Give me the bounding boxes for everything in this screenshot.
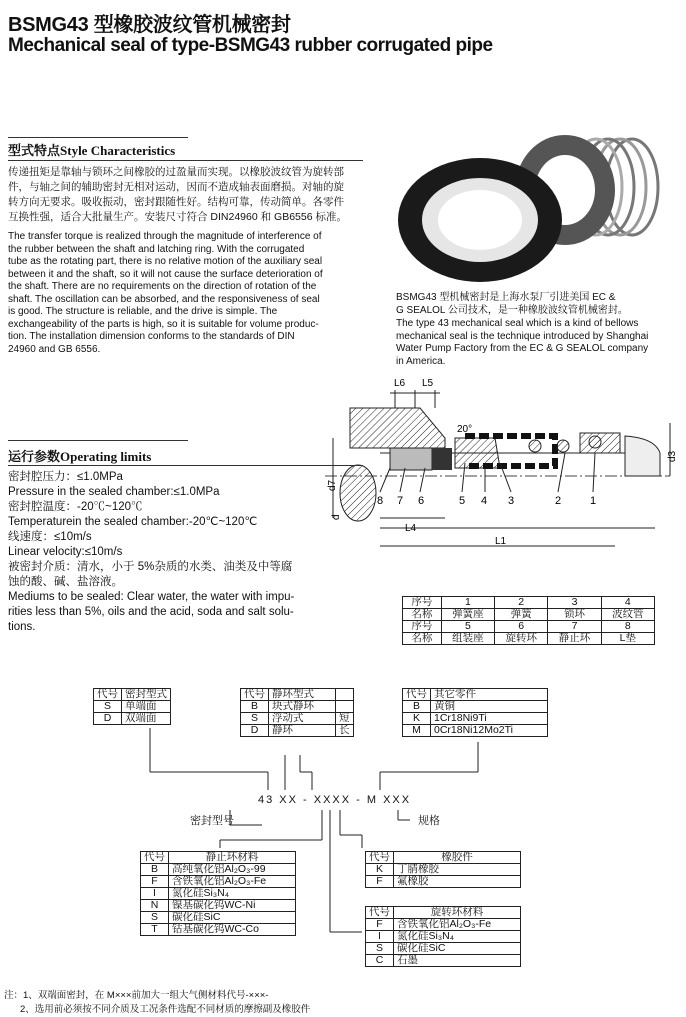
table-row bbox=[366, 943, 521, 955]
table-cell: K bbox=[403, 713, 431, 725]
table-cell: 静止环材料 bbox=[169, 852, 296, 864]
table-cell: 代号 bbox=[366, 907, 394, 919]
text-line: is good. The structure is reliable, and the drive is simple. The bbox=[8, 306, 278, 317]
part-number: 4 bbox=[481, 495, 488, 507]
text-line: 转方向无要求。吸收振动，密封跟随性好。结构可靠，传动简单。各零件 bbox=[8, 196, 344, 208]
seal-type-table bbox=[93, 688, 171, 725]
dim-label-l6: L6 bbox=[394, 378, 406, 389]
table-row bbox=[141, 912, 296, 924]
table-row bbox=[366, 876, 521, 888]
table-row bbox=[141, 876, 296, 888]
table-cell: 7 bbox=[548, 621, 601, 633]
part-number: 6 bbox=[418, 495, 425, 507]
table-cell: 3 bbox=[548, 597, 601, 609]
table-cell: 2 bbox=[495, 597, 548, 609]
text-line: 件，与轴之间的辅助密封无相对运动，因而不造成轴表面磨损。对轴的旋 bbox=[8, 181, 344, 193]
table-cell bbox=[336, 701, 354, 713]
ops-heading bbox=[8, 446, 151, 465]
table-cell: 组装座 bbox=[441, 633, 494, 645]
table-cell: 代号 bbox=[241, 689, 269, 701]
table-row bbox=[141, 924, 296, 936]
note-1: 注：1、双端面密封，在 M×××前加大一组大气侧材料代号-×××- bbox=[4, 990, 269, 1001]
table-row bbox=[366, 852, 521, 864]
spring-coil bbox=[557, 440, 569, 452]
ops-top-rule bbox=[8, 440, 188, 441]
table-cell: 静环型式 bbox=[269, 689, 336, 701]
static-material-table bbox=[140, 851, 296, 936]
parts-table bbox=[402, 596, 655, 645]
text-line: between it and the shaft, so it will not cause the surface deterioration of bbox=[8, 268, 323, 280]
text-line: 密封腔温度：-20℃~120℃ bbox=[8, 501, 143, 513]
dim-label-l4: L4 bbox=[405, 523, 417, 534]
table-cell: I bbox=[141, 888, 169, 900]
table-cell: C bbox=[366, 955, 394, 967]
seal-model-label: 密封型号 bbox=[190, 815, 234, 827]
table-row bbox=[241, 689, 354, 701]
table-cell: 5 bbox=[441, 621, 494, 633]
table-cell: F bbox=[141, 876, 169, 888]
table-cell: B bbox=[141, 864, 169, 876]
text-line: 被密封介质：清水，小于 5%杂质的水类、油类及中等腐 bbox=[8, 561, 293, 573]
table-row bbox=[403, 701, 548, 713]
table-cell: 名称 bbox=[403, 609, 442, 621]
part-number: 2 bbox=[555, 495, 562, 507]
ops-rule bbox=[8, 465, 363, 466]
style-rule bbox=[8, 160, 363, 161]
table-cell: S bbox=[94, 701, 122, 713]
table-cell: 氮化硅Si₃N₄ bbox=[169, 888, 296, 900]
table-cell: 波纹管 bbox=[601, 609, 654, 621]
bore bbox=[438, 190, 522, 250]
title-en: Mechanical seal of type-BSMG43 rubber corrugated pipe bbox=[8, 35, 493, 56]
table-cell: 1 bbox=[441, 597, 494, 609]
angle-label: 20° bbox=[457, 424, 473, 435]
table-row bbox=[366, 955, 521, 967]
gland bbox=[350, 408, 445, 448]
table-row bbox=[403, 597, 655, 609]
table-cell: 0Cr18Ni12Mo2Ti bbox=[431, 725, 548, 737]
part-number: 7 bbox=[397, 495, 404, 507]
table-cell: 8 bbox=[601, 621, 654, 633]
text-line: in America. bbox=[396, 355, 446, 367]
table-cell: 旋转环 bbox=[495, 633, 548, 645]
other-parts-table bbox=[402, 688, 548, 737]
section-drawing bbox=[325, 368, 685, 568]
text-line: Water Pump Factory from the EC & G SEALOL company bbox=[396, 343, 649, 354]
style-cn-text bbox=[8, 165, 368, 225]
text-line: tube as the rotating part, there is no relative motion of the auxiliary seal bbox=[8, 256, 323, 267]
leader bbox=[593, 453, 595, 492]
static-ring bbox=[390, 448, 432, 470]
rotating-material-table bbox=[365, 906, 521, 967]
table-row bbox=[241, 713, 354, 725]
table-cell: 序号 bbox=[403, 597, 442, 609]
table-cell: 橡胶件 bbox=[394, 852, 521, 864]
table-cell: B bbox=[241, 701, 269, 713]
text-line: rities less than 5%, oils and the acid, soda and salt solu- bbox=[8, 606, 294, 618]
text-line: the shaft. There are no requirements on the direction of rotation of the bbox=[8, 281, 317, 292]
table-cell: 氟橡胶 bbox=[394, 876, 521, 888]
table-cell: M bbox=[403, 725, 431, 737]
table-row bbox=[241, 701, 354, 713]
table-cell bbox=[336, 689, 354, 701]
ops-heading-cn: 运行参数 bbox=[8, 449, 61, 464]
table-cell: S bbox=[241, 713, 269, 725]
table-cell: 1Cr18Ni9Ti bbox=[431, 713, 548, 725]
table-cell: 石墨 bbox=[394, 955, 521, 967]
table-cell: 含铁氧化铝Al₂O₃-Fe bbox=[169, 876, 296, 888]
text-line: Mediums to be sealed: Clear water, the water with impu- bbox=[8, 591, 295, 603]
dim-label-d: d bbox=[331, 514, 342, 520]
text-line: Temperaturein the sealed chamber:-20℃~120℃ bbox=[8, 516, 258, 528]
text-line: tions. bbox=[8, 621, 36, 633]
leader bbox=[380, 468, 390, 492]
rubber-table bbox=[365, 851, 521, 888]
part-number: 1 bbox=[590, 495, 597, 507]
table-cell: 代号 bbox=[403, 689, 431, 701]
text-line: mechanical seal is the technique introduced by Shanghai bbox=[396, 330, 649, 342]
table-cell: 高纯氧化铝Al₂O₃-99 bbox=[169, 864, 296, 876]
table-cell: 6 bbox=[495, 621, 548, 633]
table-row bbox=[366, 931, 521, 943]
table-cell: B bbox=[403, 701, 431, 713]
table-row bbox=[94, 689, 171, 701]
table-cell: F bbox=[366, 919, 394, 931]
table-cell: N bbox=[141, 900, 169, 912]
table-cell: S bbox=[141, 912, 169, 924]
spring-coil bbox=[529, 440, 541, 452]
photo-caption-cn bbox=[396, 291, 686, 317]
table-cell: 锁环 bbox=[548, 609, 601, 621]
table-cell: D bbox=[94, 713, 122, 725]
spec-label: 规格 bbox=[418, 815, 440, 827]
text-line: 传递扭矩是靠轴与锁环之间橡胶的过盈量而实现。以橡胶波纹管为旋转部 bbox=[8, 166, 344, 178]
text-line: exchangeability of the parts is high, so it is suitable for volume produc- bbox=[8, 318, 319, 330]
table-row bbox=[141, 900, 296, 912]
part-number: 8 bbox=[377, 495, 384, 507]
table-row bbox=[141, 852, 296, 864]
static-type-table bbox=[240, 688, 354, 737]
text-line: 密封腔压力：≤1.0MPa bbox=[8, 471, 123, 483]
table-cell: 碳化硅SiC bbox=[394, 943, 521, 955]
text-line: Pressure in the sealed chamber:≤1.0MPa bbox=[8, 486, 220, 498]
table-row bbox=[241, 725, 354, 737]
table-cell: 丁腈橡胶 bbox=[394, 864, 521, 876]
text-line: 互换性强，适合大批量生产。安装尺寸符合 DIN24960 和 GB6556 标准。 bbox=[8, 211, 347, 223]
leader bbox=[420, 468, 425, 492]
style-heading bbox=[8, 140, 175, 159]
text-line: Linear velocity:≤10m/s bbox=[8, 546, 123, 558]
shaft-collar bbox=[625, 436, 660, 476]
table-cell: 弹簧 bbox=[495, 609, 548, 621]
style-heading-cn: 型式特点 bbox=[8, 143, 61, 158]
text-line: 蚀的酸、碱、盐溶液。 bbox=[8, 576, 123, 588]
dim-label-d3: d3 bbox=[667, 450, 678, 462]
table-cell: 代号 bbox=[141, 852, 169, 864]
text-line: shaft. The oscillation can be absorbed, and the responsiveness of seal bbox=[8, 293, 320, 305]
table-cell: 弹簧座 bbox=[441, 609, 494, 621]
table-cell: 浮动式 bbox=[269, 713, 336, 725]
table-row bbox=[403, 713, 548, 725]
table-cell: L垫 bbox=[601, 633, 654, 645]
table-cell: 代号 bbox=[94, 689, 122, 701]
style-en-text bbox=[8, 231, 370, 356]
text-line: The transfer torque is realized through the magnitude of interference of bbox=[8, 231, 322, 242]
table-cell: 短 bbox=[336, 713, 354, 725]
table-cell: D bbox=[241, 725, 269, 737]
dim-label-l1: L1 bbox=[495, 536, 507, 547]
dim-label-d7: d7 bbox=[327, 479, 338, 491]
table-cell: 单端面 bbox=[122, 701, 171, 713]
text-line: 24960 and GB 6556. bbox=[8, 343, 101, 355]
text-line: the rubber between the shaft and latching ring. With the corrugated bbox=[8, 243, 305, 255]
table-row bbox=[403, 689, 548, 701]
table-cell: 碳化硅SiC bbox=[169, 912, 296, 924]
seal-photo bbox=[380, 125, 680, 290]
table-cell: 4 bbox=[601, 597, 654, 609]
dim-label-l5: L5 bbox=[422, 378, 434, 389]
table-cell: 钴基碳化钨WC-Co bbox=[169, 924, 296, 936]
table-cell: 代号 bbox=[366, 852, 394, 864]
table-row bbox=[403, 609, 655, 621]
table-row bbox=[403, 725, 548, 737]
table-cell: 密封型式 bbox=[122, 689, 171, 701]
text-line: BSMG43 型机械密封是上海水泵厂引进美国 EC & bbox=[396, 292, 616, 303]
table-cell: 长 bbox=[336, 725, 354, 737]
table-row bbox=[366, 864, 521, 876]
table-row bbox=[403, 633, 655, 645]
table-cell: 其它零件 bbox=[431, 689, 548, 701]
table-cell: 序号 bbox=[403, 621, 442, 633]
style-top-rule bbox=[8, 137, 188, 138]
table-cell: K bbox=[366, 864, 394, 876]
style-heading-en: Style Characteristics bbox=[60, 143, 176, 158]
title-cn: BSMG43 型橡胶波纹管机械密封 bbox=[8, 14, 291, 36]
table-cell: 含铁氧化铝Al₂O₃-Fe bbox=[394, 919, 521, 931]
ops-text bbox=[8, 470, 348, 635]
text-line: 线速度：≤10m/s bbox=[8, 531, 92, 543]
code-string: 43 XX - XXXX - M XXX bbox=[258, 794, 412, 806]
table-cell: T bbox=[141, 924, 169, 936]
table-cell: F bbox=[366, 876, 394, 888]
leader bbox=[558, 453, 565, 492]
table-cell: 静环 bbox=[269, 725, 336, 737]
table-cell: 镍基碳化钨WC-Ni bbox=[169, 900, 296, 912]
text-line: G SEALOL 公司技术，是一种橡胶波纹管机械密封。 bbox=[396, 305, 628, 316]
photo-caption-en bbox=[396, 318, 686, 368]
table-cell: 旋转环材料 bbox=[394, 907, 521, 919]
table-row bbox=[94, 713, 171, 725]
table-row bbox=[94, 701, 171, 713]
table-row bbox=[403, 621, 655, 633]
table-row bbox=[366, 919, 521, 931]
part-number: 5 bbox=[459, 495, 466, 507]
text-line: tion. The installation dimension conforms to the standards of DIN bbox=[8, 331, 295, 342]
note-2: 2、选用前必须按不同介质及工况条件选配不同材质的摩擦副及橡胶件 bbox=[20, 1004, 311, 1015]
spring-coil bbox=[589, 436, 601, 448]
table-cell: S bbox=[366, 943, 394, 955]
table-cell: 黄铜 bbox=[431, 701, 548, 713]
leader bbox=[400, 468, 405, 492]
table-row bbox=[141, 888, 296, 900]
table-cell: 双端面 bbox=[122, 713, 171, 725]
ops-heading-en: Operating limits bbox=[60, 449, 152, 464]
table-cell: I bbox=[366, 931, 394, 943]
table-cell: 静止环 bbox=[548, 633, 601, 645]
table-cell: 氮化硅Si₃N₄ bbox=[394, 931, 521, 943]
table-row bbox=[141, 864, 296, 876]
rubber-seat bbox=[432, 448, 452, 470]
text-line: The type 43 mechanical seal which is a kind of bellows bbox=[396, 318, 639, 329]
part-number: 3 bbox=[508, 495, 515, 507]
table-cell: 名称 bbox=[403, 633, 442, 645]
table-cell: 块式静环 bbox=[269, 701, 336, 713]
table-row bbox=[366, 907, 521, 919]
